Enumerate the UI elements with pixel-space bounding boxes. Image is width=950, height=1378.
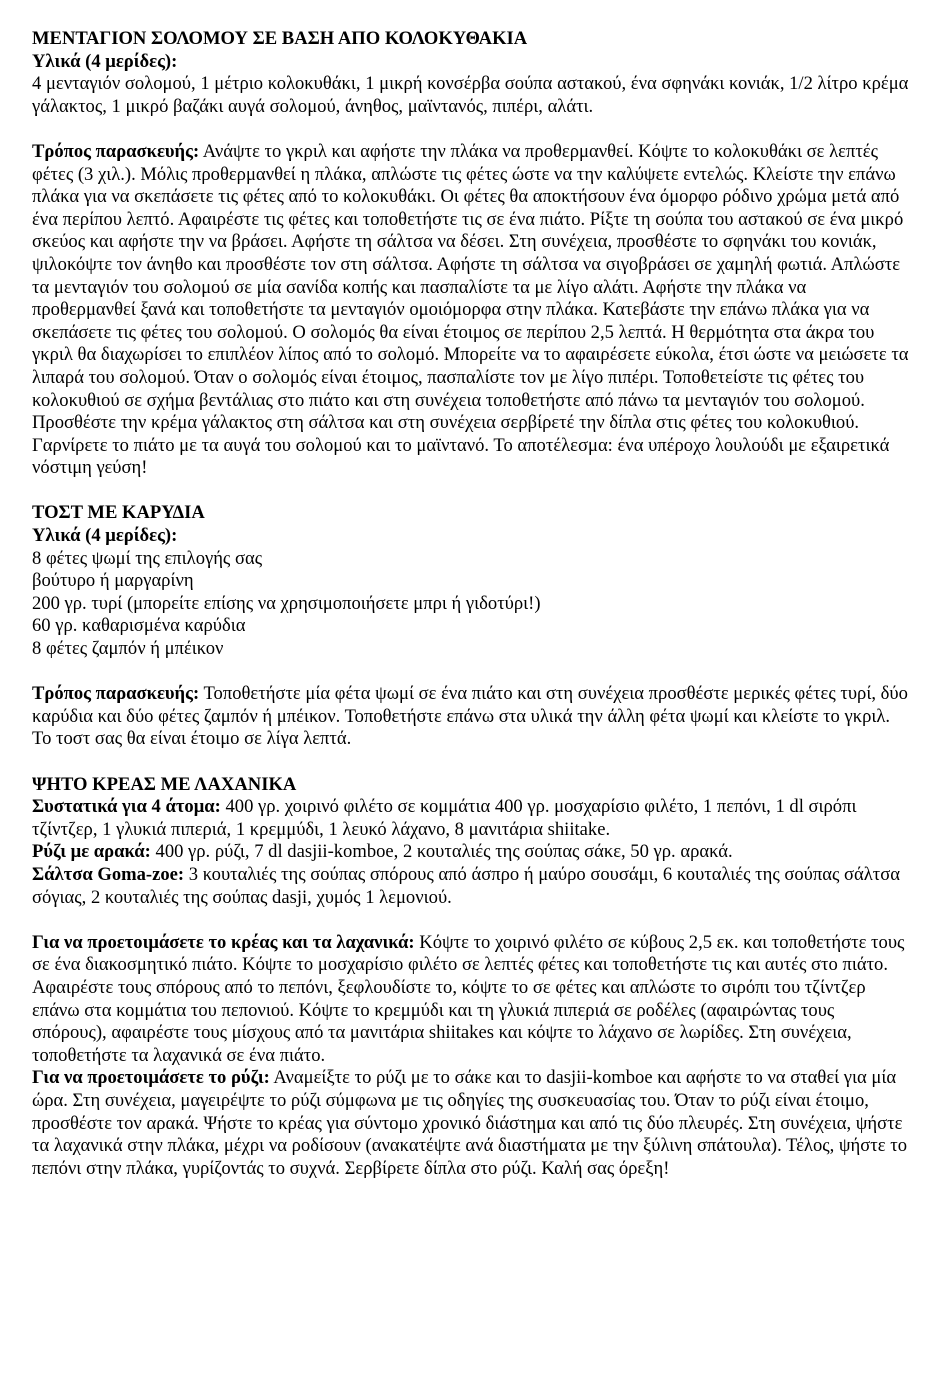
spacer	[32, 118, 910, 141]
method-text: Ανάψτε το γκριλ και αφήστε την πλάκα να προθερμανθεί. Κόψτε το κολοκυθάκι σε λεπτές φέτες (3 χιλ.). Μόλις προθερμανθεί η πλάκα, απλώστε τις φέτες ώστε να την καλύψετε εντελώς. Κλείστε την επάνω πλάκα για να σκεπάσετε τις φέτες από το κολοκυθάκι. Οι φέτες θα αποκτήσουν ένα όμορφο ρόδινο χρώμα μετά από ένα περίπου λεπτό. Αφαιρέστε τις φέτες και τοποθετήστε τις σε ένα πιάτο. Ρίξτε τη σούπα του αστακού σε ένα μικρό σκεύος και αφήστε την να βράσει. Αφήστε τη σάλτσα να δέσει. Στη συνέχεια, προσθέστε το σφηνάκι του κονιάκ, ψιλοκόψτε τον άνηθο και προσθέστε τον στη σάλτσα. Αφήστε τη σάλτσα να σιγοβράσει σε χαμηλή φωτιά. Απλώστε τα μενταγιόν του σολομού σε μία σανίδα κοπής και πασπαλίστε τα με λίγο αλάτι. Αφήστε την πλάκα να προθερμανθεί ξανά και τοποθετήστε τα μενταγιόν ομοιόμορφα στην πλάκα. Κατεβάστε την επάνω πλάκα για να σκεπάσετε τις φέτες του σολομού. Ο σολομός θα είναι έτοιμος σε περίπου 2,5 λεπτά. Η θερμότητα στα άκρα του γκριλ θα διαχωρίσει το επιπλέον λίπος από το σολομό. Μπορείτε να το αφαιρέσετε εύκολα, έτσι ώστε να μειώσετε τα λιπαρά του σολομού. Όταν ο σολομός είναι έτοιμος, πασπαλίστε τον με λίγο πιπέρι. Τοποθετείστε τις φέτες του κολοκυθιού σε σχήμα βεντάλιας στο πιάτο και στη συνέχεια τοποθετήστε από πάνω τα μενταγιόν του σολομού. Προσθέστε την κρέμα γάλακτος στη σάλτσα και στη συνέχεια σερβίρετέ την δίπλα στις φέτες του κολοκυθιού. Γαρνίρετε το πιάτο με τα αυγά του σολομού και το μαϊντανό. Το αποτέλεσμα: ένα υπέροχο λουλούδι με εξαιρετικά νόστιμη γεύση!	[32, 140, 909, 479]
ingredient-item: βούτυρο ή μαργαρίνη	[32, 570, 194, 592]
recipe-title: ΜΕΝΤΑΓΙΟΝ ΣΟΛΟΜΟΥ ΣΕ ΒΑΣΗ ΑΠΟ ΚΟΛΟΚΥΘΑΚΙΑ	[32, 28, 528, 49]
rice-paragraph	[32, 841, 910, 864]
ingredients-paragraph	[32, 796, 910, 841]
recipe-toast	[32, 502, 910, 751]
method-paragraph	[32, 141, 910, 480]
spacer	[32, 480, 910, 503]
ingredients-text: 4 μενταγιόν σολομού, 1 μέτριο κολοκυθάκι, 1 μικρή κονσέρβα σούπα αστακού, ένα σφηνάκι κονιάκ, 1/2 λίτρο κρέμα γάλακτος, 1 μικρό βαζάκι αυγά σολομού, άνηθος, μαϊντανός, πιπέρι, αλάτι.	[32, 73, 909, 117]
ingredients-text: 400 γρ. χοιρινό φιλέτο σε κομμάτια 400 γρ. μοσχαρίσιο φιλέτο, 1 πεπόνι, 1 dl σιρόπι τζίντζερ, 1 γλυκιά πιπεριά, 1 κρεμμύδι, 1 λευκό λάχανο, 8 μανιτάρια shiitake.	[32, 796, 857, 840]
ingredients-label: Συστατικά για 4 άτομα:	[32, 796, 221, 818]
meat-prep-paragraph	[32, 932, 910, 1068]
ingredient-item: 8 φέτες ζαμπόν ή μπέικον	[32, 638, 224, 660]
spacer	[32, 751, 910, 774]
sauce-text: 3 κουταλιές της σούπας σπόρους από άσπρο ή μαύρο σουσάμι, 6 κουταλιές της σούπας σάλτσα σόγιας, 2 κουταλιές της σούπας dasji, χυμός 1 λεμονιού.	[32, 863, 901, 908]
method-paragraph	[32, 683, 910, 751]
spacer	[32, 909, 910, 932]
rice-prep-text: Αναμείξτε το ρύζι με το σάκε και το dasjii-komboe και αφήστε το να σταθεί για μία ώρα. Στη συνέχεια, μαγειρέψτε το ρύζι σύμφωνα με τις οδηγίες της συσκευασίας του. Όταν το ρύζι είναι έτοιμο, προσθέστε τον αρακά. Ψήστε το κρέας για σύντομο χρονικό διάστημα και από τις δύο πλευρές. Στη συνέχεια, ψήστε τα λαχανικά στην πλάκα, μέχρι να ροδίσουν (ανακατέψτε ανά διαστήματα με την ξύλινη σπάτουλα). Τέλος, ψήστε το πεπόνι στην πλάκα, γυρίζοντάς το συχνά. Σερβίρετε δίπλα στο ρύζι. Καλή σας όρεξη!	[32, 1067, 907, 1179]
ingredients-label: Υλικά (4 μερίδες):	[32, 525, 178, 547]
spacer	[32, 661, 910, 684]
rice-prep-label: Για να προετοιμάσετε το ρύζι:	[32, 1067, 270, 1089]
rice-prep-paragraph	[32, 1067, 910, 1180]
recipe-grilled-meat	[32, 774, 910, 1181]
rice-text: 400 γρ. ρύζι, 7 dl dasjii-komboe, 2 κουταλιές της σούπας σάκε, 50 γρ. αρακά.	[155, 841, 733, 863]
recipe-salmon	[32, 28, 910, 480]
sauce-paragraph	[32, 864, 910, 909]
ingredient-item: 60 γρ. καθαρισμένα καρύδια	[32, 615, 246, 637]
recipe-title: ΤΟΣΤ ΜΕ ΚΑΡΥΔΙΑ	[32, 502, 205, 524]
ingredient-item: 200 γρ. τυρί (μπορείτε επίσης να χρησιμοποιήσετε μπρι ή γιδοτύρι!)	[32, 592, 541, 614]
meat-prep-label: Για να προετοιμάσετε το κρέας και τα λαχανικά:	[32, 931, 415, 953]
method-label: Τρόπος παρασκευής:	[32, 683, 200, 705]
recipe-title: ΨΗΤΟ ΚΡΕΑΣ ΜΕ ΛΑΧΑΝΙΚΑ	[32, 773, 297, 795]
ingredient-item: 8 φέτες ψωμί της επιλογής σας	[32, 547, 263, 569]
ingredients-label: Υλικά (4 μερίδες):	[32, 50, 178, 72]
sauce-label: Σάλτσα Goma-zoe:	[32, 863, 185, 885]
meat-prep-text: Κόψτε το χοιρινό φιλέτο σε κύβους 2,5 εκ. και τοποθετήστε τους σε ένα διακοσμητικό πιάτο. Κόψτε το μοσχαρίσιο φιλέτο σε λεπτές φέτες και τοποθετήστε τις και αυτές στο πιάτο. Αφαιρέστε τους σπόρους από το πεπόνι, ξεφλουδίστε το, κόψτε το σε φέτες και απλώστε το σιρόπι του τζίντζερ επάνω στα κομμάτια του πεπονιού. Κόψτε το κρεμμύδι και τη γλυκιά πιπεριά σε ροδέλες (αφαιρώντας τους σπόρους), αφαιρέστε τους μίσχους από τα μανιτάρια shiitakes και κόψτε το λάχανο σε λωρίδες. Στη συνέχεια, τοποθετήστε τα λαχανικά σε ένα πιάτο.	[32, 931, 905, 1066]
rice-label: Ρύζι με αρακά:	[32, 841, 151, 863]
method-label: Τρόπος παρασκευής:	[32, 140, 200, 162]
method-text: Τοποθετήστε μία φέτα ψωμί σε ένα πιάτο και στη συνέχεια προσθέστε μερικές φέτες τυρί, δύο καρύδια και δύο φέτες ζαμπόν ή μπέικον. Τοποθετήστε επάνω στα υλικά την άλλη φέτα ψωμί και κλείστε το γκριλ. Το τοστ σας θα είναι έτοιμο σε λίγα λεπτά.	[32, 683, 908, 750]
